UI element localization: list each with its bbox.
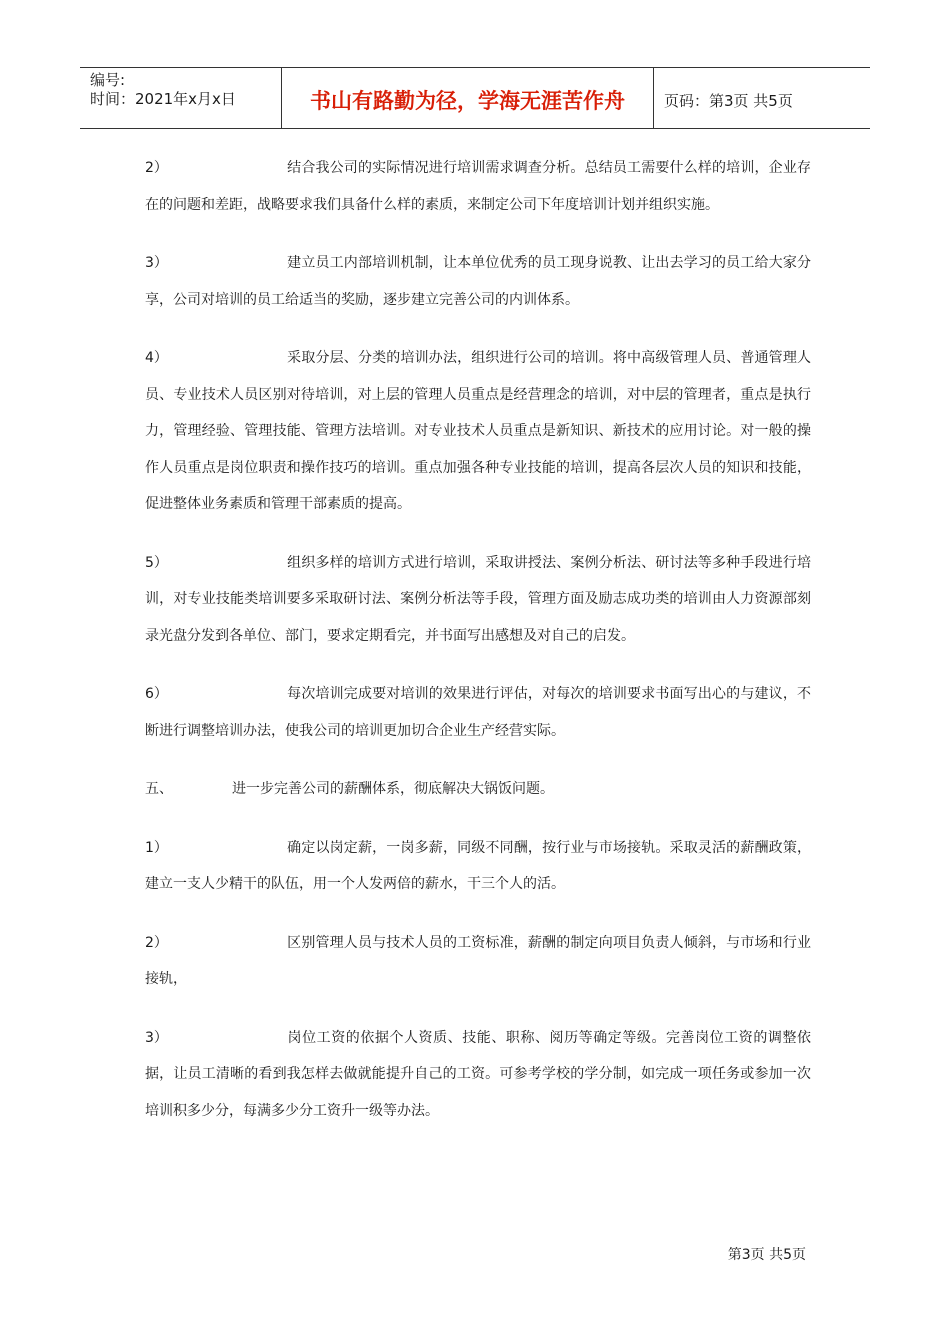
item-text: 组织多样的培训方式进行培训，采取讲授法、案例分析法、研讨法等多种手段进行培训，对专业技能类培训要多采取研讨法、案例分析法等手段，管理方面及励志成功类的培训由人力资源部刻录光盘分发到各单位、部门，要求定期看完，并书面写出感想及对自己的启发。 <box>145 554 811 644</box>
time-label: 时间：2021年x月x日 <box>90 90 236 108</box>
list-item <box>145 676 811 749</box>
section-heading <box>145 771 811 808</box>
list-item <box>145 1020 811 1130</box>
list-item <box>145 830 811 903</box>
item-number: 3） <box>145 255 168 271</box>
document-body <box>145 150 811 1151</box>
item-text: 岗位工资的依据个人资质、技能、职称、阅历等确定等级。完善岗位工资的调整依据，让员工清晰的看到我怎样去做就能提升自己的工资。可参考学校的学分制，如完成一项任务或参加一次培训积多少分，每满多少分工资升一级等办法。 <box>145 1029 811 1119</box>
section-title: 进一步完善公司的薪酬体系，彻底解决大锅饭问题。 <box>232 781 554 797</box>
item-number: 2） <box>145 160 168 176</box>
list-item <box>145 340 811 523</box>
list-item <box>145 245 811 318</box>
page-footer: 第3页 共5页 <box>727 1247 806 1263</box>
item-number: 5） <box>145 554 168 571</box>
item-text: 采取分层、分类的培训办法，组织进行公司的培训。将中高级管理人员、普通管理人员、专业技术人员区别对待培训，对上层的管理人员重点是经营理念的培训，对中层的管理者，重点是执行力，管理经验、管理技能、管理方法培训。对专业技术人员重点是新知识、新技术的应用讨论。对一般的操作人员重点是岗位职责和操作技巧的培训。重点加强各种专业技能的培训，提高各层次人员的知识和技能，促进整体业务素质和管理干部素质的提高。 <box>145 350 811 512</box>
item-text: 建立员工内部培训机制，让本单位优秀的员工现身说教、让出去学习的员工给大家分享，公司对培训的员工给适当的奖励，逐步建立完善公司的内训体系。 <box>145 255 811 308</box>
list-item <box>145 150 811 223</box>
header-motto: 书山有路勤为径，学海无涯苦作舟 <box>282 68 654 128</box>
list-item <box>145 545 811 655</box>
number-label: 编号: <box>90 71 126 89</box>
item-number: 2） <box>145 934 168 951</box>
item-text: 每次培训完成要对培训的效果进行评估，对每次的培训要求书面写出心的与建议，不断进行调整培训办法，使我公司的培训更加切合企业生产经营实际。 <box>145 686 811 739</box>
item-text: 确定以岗定薪，一岗多薪，同级不同酬，按行业与市场接轨。采取灵活的薪酬政策，建立一支人少精干的队伍，用一个人发两倍的薪水，干三个人的活。 <box>145 839 811 892</box>
item-number: 4） <box>145 350 168 366</box>
item-text: 结合我公司的实际情况进行培训需求调查分析。总结员工需要什么样的培训，企业存在的问题和差距，战略要求我们具备什么样的素质，来制定公司下年度培训计划并组织实施。 <box>145 160 811 213</box>
header-page-info: 页码：第3页 共5页 <box>664 91 793 110</box>
item-number: 3） <box>145 1029 168 1046</box>
item-text: 区别管理人员与技术人员的工资标准，薪酬的制定向项目负责人倾斜，与市场和行业接轨， <box>145 934 811 987</box>
list-item <box>145 925 811 998</box>
header-meta <box>80 68 282 128</box>
item-number: 6） <box>145 686 168 702</box>
section-number: 五、 <box>145 781 173 797</box>
document-header <box>80 67 870 129</box>
item-number: 1） <box>145 839 168 856</box>
